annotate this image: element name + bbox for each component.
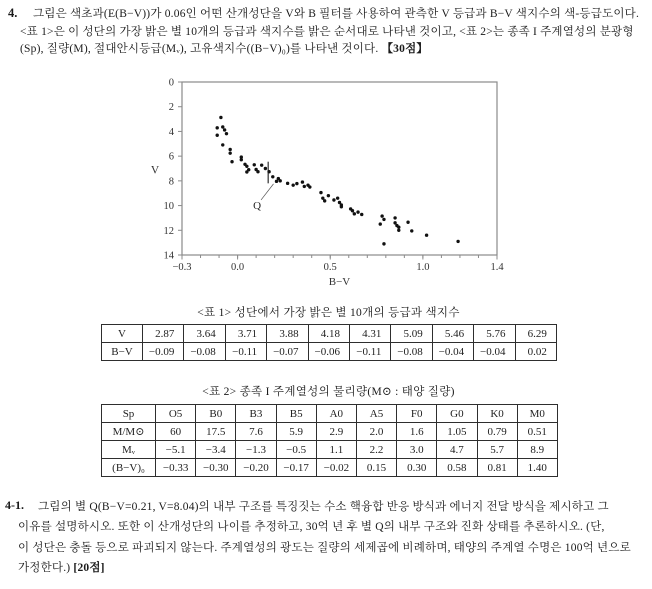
question-4-number: 4. xyxy=(8,6,18,20)
value-cell: 0.79 xyxy=(477,423,517,441)
value-cell: 0.81 xyxy=(477,459,517,477)
row-label-cell: (B−V)₀ xyxy=(102,459,156,477)
data-points xyxy=(216,116,460,246)
value-cell: 0.58 xyxy=(437,459,477,477)
value-cell: 3.64 xyxy=(184,325,225,343)
star-point xyxy=(308,185,311,188)
table-row xyxy=(102,325,557,343)
y-tick-label: 2 xyxy=(168,102,174,114)
q-connector-line xyxy=(261,184,273,200)
value-cell: 5.46 xyxy=(432,325,473,343)
question-4-points-badge: 【30점】 xyxy=(381,43,429,55)
value-cell: 1.40 xyxy=(517,459,557,477)
value-cell: 5.76 xyxy=(474,325,515,343)
table-header-cell: A0 xyxy=(316,405,356,423)
table-1-caption: <표 1> 성단에서 가장 밝은 별 10개의 등급과 색지수 xyxy=(197,307,460,319)
table-header-row xyxy=(102,405,558,423)
question-4-1-number: 4-1. xyxy=(5,498,24,512)
star-point xyxy=(260,163,263,166)
value-cell: 5.7 xyxy=(477,441,517,459)
star-point xyxy=(351,209,354,212)
star-point xyxy=(228,148,231,151)
table-header-cell: A5 xyxy=(356,405,396,423)
star-point xyxy=(360,213,363,216)
y-tick-label: 14 xyxy=(163,250,174,262)
value-cell: 2.87 xyxy=(143,325,184,343)
question-4-line-3-text: (Sp), 질량(M), 절대안시등급(Mᵥ), 고유색지수((B−V)₀)를 나타낸 것이다. xyxy=(20,43,379,55)
star-point xyxy=(323,199,326,202)
star-point xyxy=(240,155,243,158)
x-tick-label: −0.3 xyxy=(172,262,192,273)
y-tick-label: 0 xyxy=(168,77,174,89)
table-2-body xyxy=(102,405,558,477)
star-point xyxy=(456,240,459,243)
value-cell: 3.88 xyxy=(267,325,308,343)
table-header-cell: B3 xyxy=(236,405,276,423)
table-2-caption: <표 2> 종족 I 주계열성의 물리량(M⊙ : 태양 질량) xyxy=(202,386,455,398)
star-point xyxy=(382,242,385,245)
star-point xyxy=(301,180,304,183)
value-cell: −0.07 xyxy=(267,343,308,361)
star-point xyxy=(245,170,248,173)
table-row xyxy=(102,459,558,477)
value-cell: −0.17 xyxy=(276,459,316,477)
value-cell: 4.18 xyxy=(308,325,349,343)
y-axis-label: V xyxy=(150,164,160,177)
row-label-cell: M/M⊙ xyxy=(102,423,156,441)
value-cell: 6.29 xyxy=(515,325,556,343)
star-point xyxy=(219,116,222,119)
star-point xyxy=(353,212,356,215)
row-label-cell: V xyxy=(102,325,143,343)
star-point xyxy=(332,198,335,201)
value-cell: 3.0 xyxy=(397,441,437,459)
value-cell: 2.9 xyxy=(316,423,356,441)
value-cell: 17.5 xyxy=(196,423,236,441)
question-4-line-2: <표 1>은 이 성단의 가장 밝은 별 10개의 등급과 색지수를 밝은 순서대로 나타낸 것이고, <표 2>는 종족 I 주계열성의 분광형 xyxy=(20,25,634,38)
question-4-1-line-2: 이유를 설명하시오. 또한 이 산개성단의 나이를 추정하고, 30억 년 후 별 Q의 내부 구조와 진화 상태를 추론하시오. (단, xyxy=(18,521,605,534)
y-tick-label: 10 xyxy=(163,201,174,213)
value-cell: −0.06 xyxy=(308,343,349,361)
value-cell: 4.7 xyxy=(437,441,477,459)
value-cell: −5.1 xyxy=(156,441,196,459)
value-cell: 0.51 xyxy=(517,423,557,441)
plot-frame xyxy=(182,82,497,255)
question-4-1-line-4 xyxy=(0,558,652,578)
star-point xyxy=(340,205,343,208)
value-cell: 7.6 xyxy=(236,423,276,441)
star-point xyxy=(264,167,267,170)
star-point xyxy=(380,214,383,217)
value-cell: 0.02 xyxy=(515,343,556,361)
row-label-cell: B−V xyxy=(102,343,143,361)
x-tick-label: 1.4 xyxy=(490,262,504,273)
table-header-cell: B5 xyxy=(276,405,316,423)
value-cell: 60 xyxy=(156,423,196,441)
question-4-line-1: 그림은 색초과(E(B−V))가 0.06인 어떤 산개성단을 V와 B 필터를 사용하여 관측한 V 등급과 B−V 색지수의 색-등급도이다. xyxy=(33,8,640,20)
table-row xyxy=(102,441,558,459)
question-4-1-points-badge: [20점] xyxy=(73,561,105,574)
star-point xyxy=(356,210,359,213)
table-header-cell: K0 xyxy=(477,405,517,423)
value-cell: −0.04 xyxy=(474,343,515,361)
y-tick-label: 8 xyxy=(168,176,174,188)
table-row xyxy=(102,343,557,361)
value-cell: 1.6 xyxy=(397,423,437,441)
q-label: Q xyxy=(253,199,262,212)
value-cell: 0.30 xyxy=(397,459,437,477)
x-tick-label: 1.0 xyxy=(416,262,430,273)
question-4-1-line-1: 그림의 별 Q(B−V=0.21, V=8.04)의 내부 구조를 특징짓는 수소 핵융합 반응 방식과 에너지 전달 방식을 제시하고 그 xyxy=(38,501,609,513)
star-point xyxy=(336,196,339,199)
star-point xyxy=(225,132,228,135)
question-4-line-3 xyxy=(0,41,652,59)
star-point xyxy=(425,234,428,237)
star-point xyxy=(256,170,259,173)
table-1-body xyxy=(102,325,557,361)
star-point xyxy=(382,218,385,221)
table-header-cell: B0 xyxy=(196,405,236,423)
x-axis-label: B−V xyxy=(328,276,351,288)
value-cell: −0.02 xyxy=(316,459,356,477)
y-axis xyxy=(151,78,182,262)
star-point xyxy=(253,163,256,166)
y-tick-label: 12 xyxy=(163,225,174,237)
value-cell: −0.08 xyxy=(184,343,225,361)
value-cell: −1.3 xyxy=(236,441,276,459)
value-cell: −0.04 xyxy=(432,343,473,361)
table-header-cell: M0 xyxy=(517,405,557,423)
table-row xyxy=(102,423,558,441)
question-4-1-line-4-text: 가정한다.) xyxy=(18,561,71,574)
value-cell: −0.08 xyxy=(391,343,432,361)
star-point xyxy=(221,125,224,128)
star-point xyxy=(279,179,282,182)
value-cell: −0.30 xyxy=(196,459,236,477)
star-point xyxy=(397,229,400,232)
value-cell: 3.71 xyxy=(225,325,266,343)
table-header-cell: G0 xyxy=(437,405,477,423)
value-cell: 5.9 xyxy=(276,423,316,441)
value-cell: −0.11 xyxy=(225,343,266,361)
star-point xyxy=(410,229,413,232)
star-point xyxy=(319,191,322,194)
value-cell: −0.11 xyxy=(349,343,390,361)
x-tick-label: 0.0 xyxy=(231,262,245,273)
table-header-cell: O5 xyxy=(156,405,196,423)
value-cell: 2.0 xyxy=(356,423,396,441)
color-magnitude-diagram xyxy=(130,72,526,292)
table-header-cell: F0 xyxy=(397,405,437,423)
star-point xyxy=(327,194,330,197)
value-cell: 4.31 xyxy=(349,325,390,343)
question-4 xyxy=(0,6,652,59)
star-point xyxy=(221,143,224,146)
star-point xyxy=(228,151,231,154)
star-point xyxy=(216,134,219,137)
value-cell: 8.9 xyxy=(517,441,557,459)
value-cell: −0.33 xyxy=(156,459,196,477)
x-axis xyxy=(172,255,504,288)
star-point xyxy=(406,221,409,224)
value-cell: −3.4 xyxy=(196,441,236,459)
star-point xyxy=(216,126,219,129)
star-point xyxy=(230,160,233,163)
value-cell: 2.2 xyxy=(356,441,396,459)
y-tick-label: 4 xyxy=(168,126,174,138)
value-cell: 0.15 xyxy=(356,459,396,477)
cmd-chart xyxy=(130,72,526,292)
star-point xyxy=(397,225,400,228)
star-point xyxy=(291,183,294,186)
star-point xyxy=(223,128,226,131)
star-point xyxy=(379,222,382,225)
table-1 xyxy=(101,324,557,361)
value-cell: 1.05 xyxy=(437,423,477,441)
question-4-1 xyxy=(0,497,652,578)
star-point xyxy=(286,182,289,185)
table-header-cell: Sp xyxy=(102,405,156,423)
star-point xyxy=(245,165,248,168)
value-cell: −0.20 xyxy=(236,459,276,477)
table-2 xyxy=(101,404,558,477)
value-cell: 5.09 xyxy=(391,325,432,343)
value-cell: −0.5 xyxy=(276,441,316,459)
star-point xyxy=(295,182,298,185)
star-point xyxy=(303,185,306,188)
value-cell: −0.09 xyxy=(143,343,184,361)
row-label-cell: Mᵥ xyxy=(102,441,156,459)
y-tick-label: 6 xyxy=(168,151,174,163)
x-tick-label: 0.5 xyxy=(323,262,337,273)
star-point xyxy=(271,175,274,178)
star-point xyxy=(393,216,396,219)
question-4-1-line-3: 이 성단은 충돌 등으로 파괴되지 않는다. 주계열성의 광도는 질량의 세제곱에 비례하며, 태양의 주계열 수명은 100억 년으로 xyxy=(18,541,631,554)
value-cell: 1.1 xyxy=(316,441,356,459)
